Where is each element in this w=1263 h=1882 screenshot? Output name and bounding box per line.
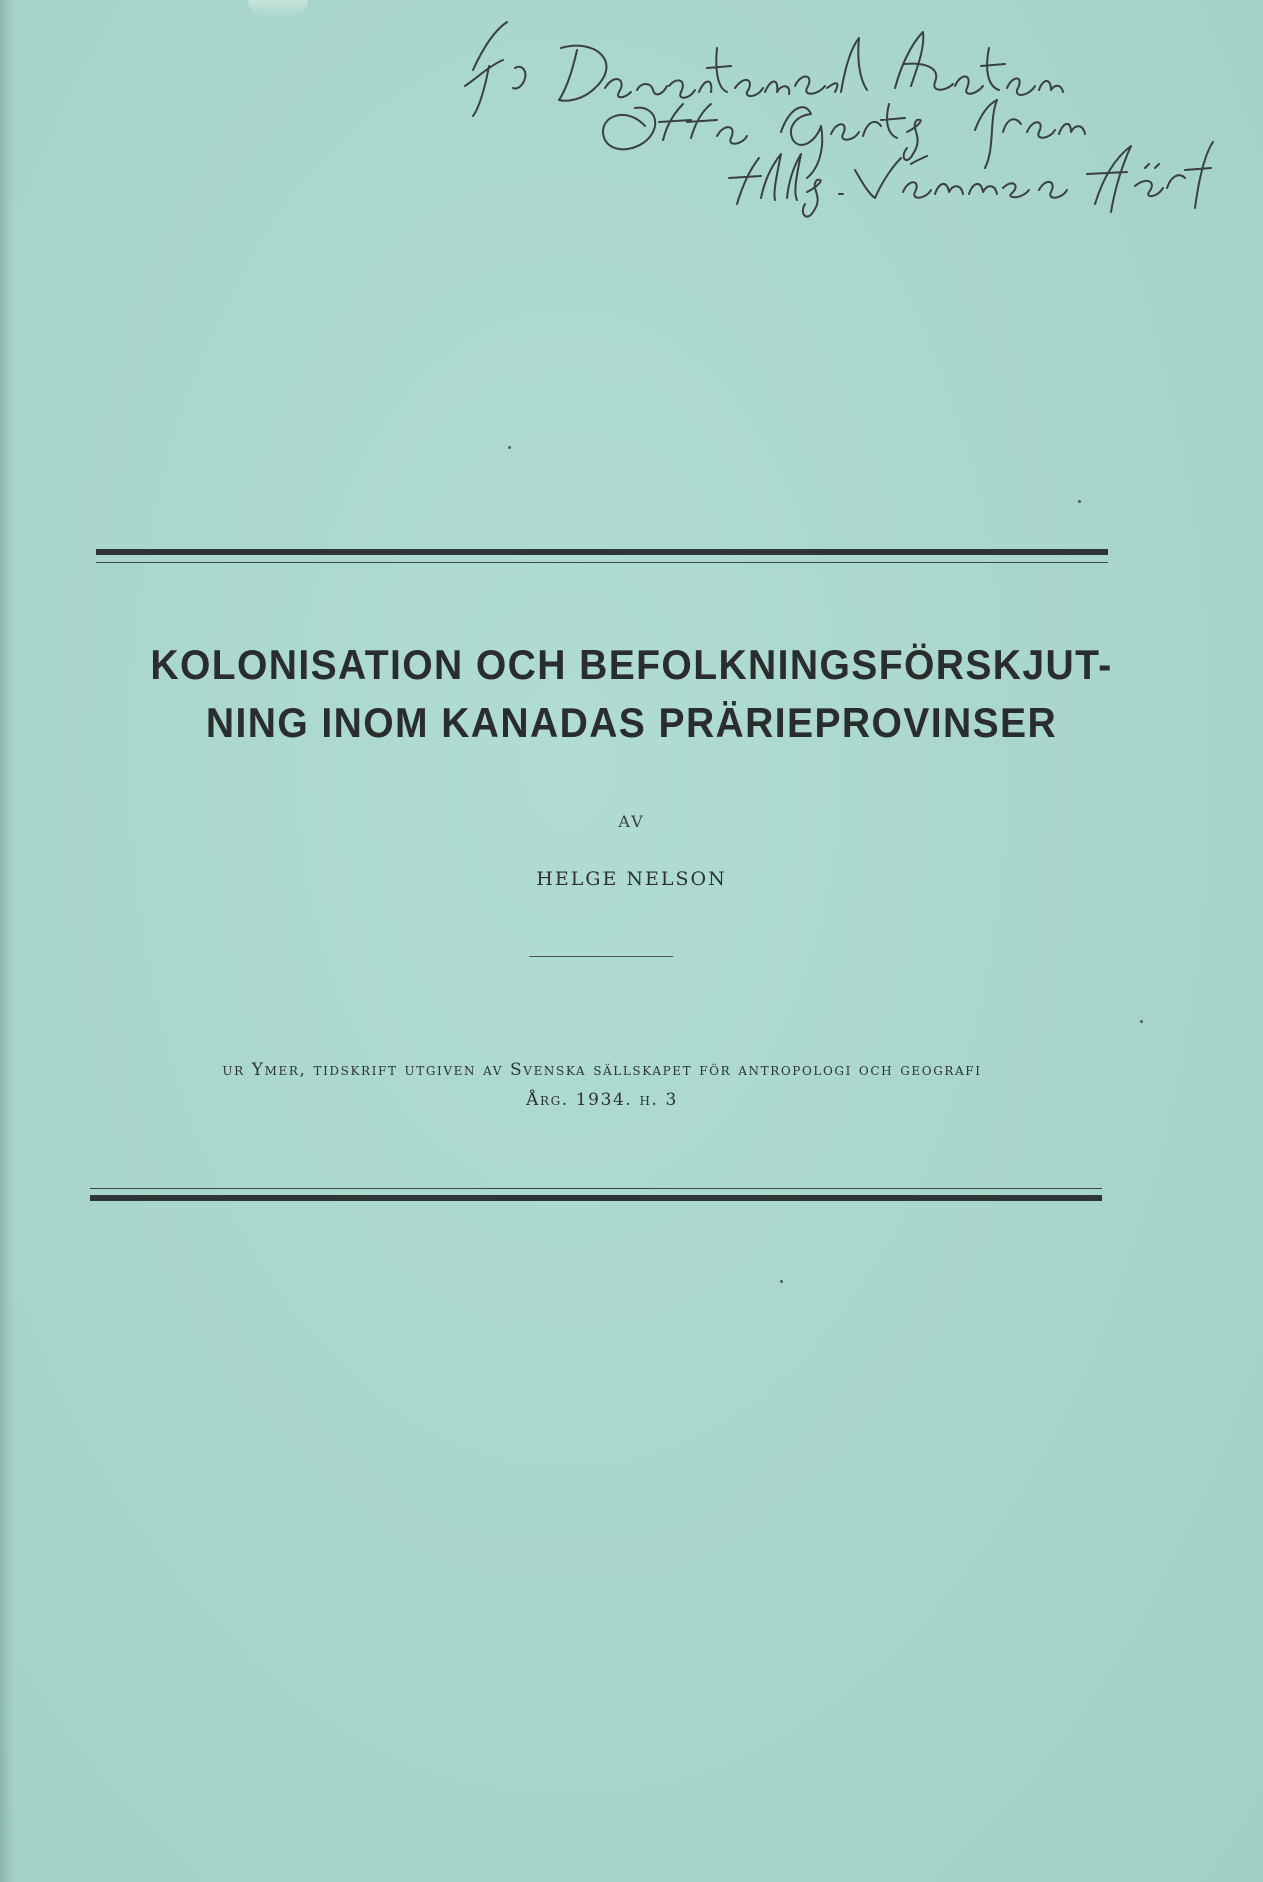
title-line-2: NING INOM KANADAS PRÄRIEPROVINSER (205, 699, 1058, 746)
byline-preposition: AV (618, 812, 645, 831)
publication-source (92, 1055, 1112, 1115)
paper-speck (780, 1280, 783, 1283)
handwritten-dedication-drawing (455, 8, 1215, 218)
bottom-double-rule (90, 1188, 1102, 1201)
thick-rule-line (90, 1195, 1102, 1201)
author-name: HELGE NELSON (536, 868, 727, 890)
thick-rule-line (96, 549, 1108, 555)
title-line-1: KOLONISATION OCH BEFOLKNINGSFÖRSKJUT- (150, 641, 1113, 688)
spine-shadow (0, 0, 14, 1882)
source-line-1: ur Ymer, tidskrift utgiven av Svenska sällskapet för antropologi och geografi (222, 1060, 982, 1080)
thin-rule-line (90, 1188, 1102, 1189)
handwritten-dedication (455, 8, 1215, 218)
paper-speck (1078, 500, 1081, 503)
source-line-2: Årg. 1934. h. 3 (526, 1090, 678, 1110)
author-separator-rule (529, 956, 673, 957)
thin-rule-line (96, 562, 1108, 563)
document-title (100, 636, 1163, 752)
paper-speck (1140, 1020, 1143, 1023)
top-double-rule (96, 549, 1108, 563)
paper-wear (248, 0, 308, 18)
paper-speck (508, 446, 511, 449)
